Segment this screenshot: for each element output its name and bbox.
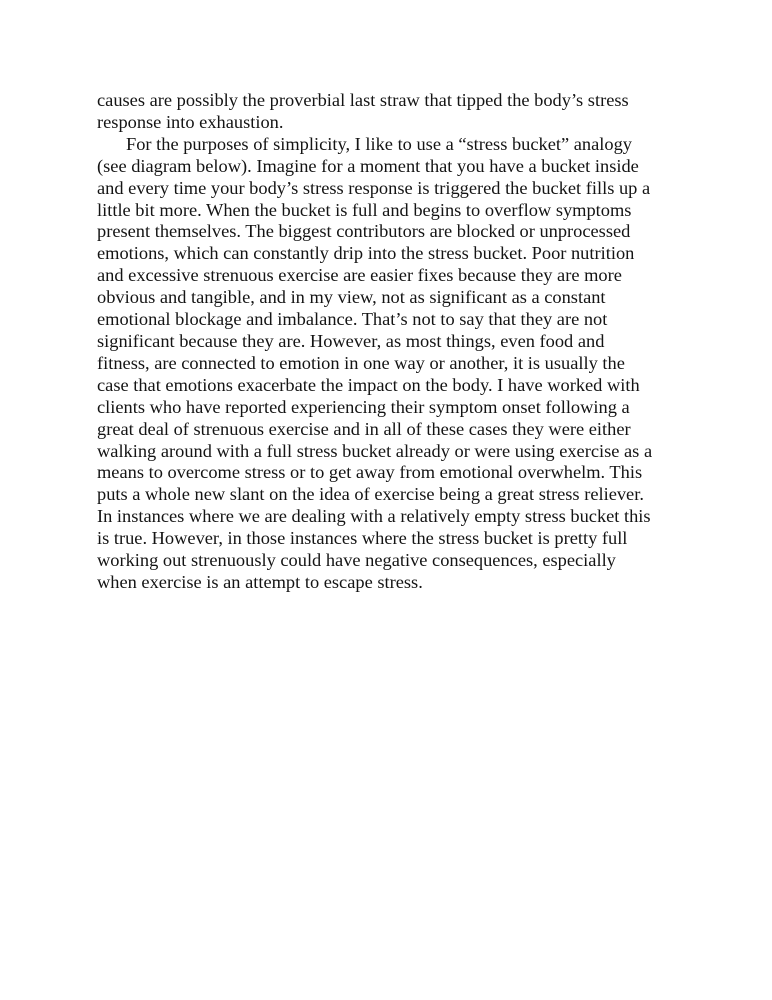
text-line: and every time your body’s stress response is triggered the bucket fills up a bbox=[97, 177, 651, 198]
text-line: walking around with a full stress bucket already or were using exercise as a bbox=[97, 440, 653, 461]
text-line: present themselves. The biggest contributors are blocked or unprocessed bbox=[97, 221, 631, 242]
text-line: puts a whole new slant on the idea of exercise being a great stress reliever. bbox=[97, 484, 644, 505]
paragraph-first-line: For the purposes of simplicity, I like to use a “stress bucket” analogy bbox=[126, 133, 632, 154]
text-line: (see diagram below). Imagine for a moment that you have a bucket inside bbox=[97, 155, 639, 176]
text-line: working out strenuously could have negative consequences, especially bbox=[97, 550, 616, 571]
text-line: response into exhaustion. bbox=[97, 111, 284, 132]
text-line: little bit more. When the bucket is full and begins to overflow symptoms bbox=[97, 199, 632, 220]
text-line: and excessive strenuous exercise are easier fixes because they are more bbox=[97, 265, 622, 286]
text-line: In instances where we are dealing with a relatively empty stress bucket this bbox=[97, 506, 651, 527]
text-line: is true. However, in those instances where the stress bucket is pretty full bbox=[97, 528, 628, 549]
text-line: case that emotions exacerbate the impact on the body. I have worked with bbox=[97, 374, 640, 395]
text-line: emotional blockage and imbalance. That’s not to say that they are not bbox=[97, 309, 608, 330]
text-line: clients who have reported experiencing their symptom onset following a bbox=[97, 396, 630, 417]
text-line: fitness, are connected to emotion in one way or another, it is usually the bbox=[97, 352, 625, 373]
text-line: causes are possibly the proverbial last straw that tipped the body’s stress bbox=[97, 90, 629, 110]
body-text bbox=[97, 90, 687, 594]
text-line: when exercise is an attempt to escape stress. bbox=[97, 571, 423, 592]
text-line: great deal of strenuous exercise and in all of these cases they were either bbox=[97, 418, 631, 439]
text-line: means to overcome stress or to get away from emotional overwhelm. This bbox=[97, 462, 643, 483]
text-line: emotions, which can constantly drip into the stress bucket. Poor nutrition bbox=[97, 243, 635, 264]
text-line: significant because they are. However, as most things, even food and bbox=[97, 330, 605, 351]
text-line: obvious and tangible, and in my view, not as significant as a constant bbox=[97, 287, 606, 308]
